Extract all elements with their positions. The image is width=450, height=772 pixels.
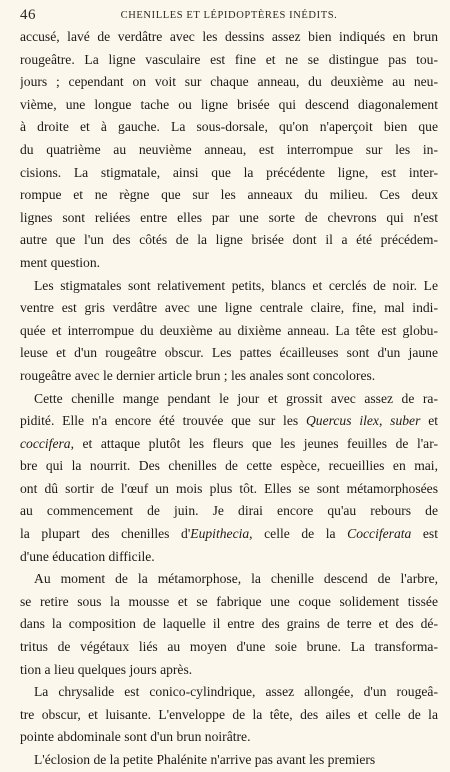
- text-fragment: est: [411, 526, 438, 542]
- text-line: tritus de végétaux liés au moyen d'une soie brune. La transforma-: [20, 639, 438, 655]
- text-fragment: ,: [378, 413, 391, 429]
- text-fragment: , et attaque plutôt les fleurs que les jeunes feuilles de l'ar-: [70, 435, 438, 451]
- text-line: accusé, lavé de verdâtre avec les dessins assez bien indiqués en brun: [20, 29, 438, 44]
- italic-species-name: Quercus ilex: [305, 413, 379, 429]
- paragraph: [20, 568, 438, 681]
- text-line: rougeâtre. La ligne vasculaire est fine et ne se distingue pas tou-: [20, 51, 438, 67]
- text-line: ont dû sortir de l'œuf un mois plus tôt. Elles se sont métamorphosées: [20, 480, 438, 496]
- text-line: cisions. La stigmatale, ainsi que la précédente ligne, est inter-: [20, 164, 438, 180]
- text-line: au commencement de juin. Je dirai encore qu'au rebours de: [20, 503, 438, 519]
- page-number: 46: [20, 7, 36, 23]
- running-head: [20, 6, 438, 26]
- text-line: [20, 523, 438, 546]
- paragraph: [20, 388, 438, 569]
- paragraph: [20, 681, 438, 749]
- italic-species-name: Cocciferata: [347, 526, 412, 542]
- text-line: [20, 410, 438, 433]
- running-title: CHENILLES ET LÉPIDOPTÈRES INÉDITS.: [120, 10, 338, 21]
- text-line: tre obscur, et luisante. L'enveloppe de la tête, des ailes et celle de la: [20, 706, 438, 722]
- body-text: [20, 26, 438, 772]
- text-line: vième, une longue tache ou ligne brisée qui descend diagonalement: [20, 96, 438, 112]
- text-line: L'éclosion de la petite Phalénite n'arrive pas avant les premiers: [34, 752, 376, 767]
- paragraph: [20, 275, 438, 388]
- text-line: rompue et ne règne que sur les anneaux du milieu. Ces deux: [20, 187, 438, 203]
- paragraph: [20, 26, 438, 275]
- text-line: autre que l'un des côtés de la ligne brisée dont il a été précédem-: [20, 232, 438, 248]
- text-line: quée et interrompue du deuxième au dixième anneau. La tête est globu-: [20, 322, 438, 338]
- text-line: à droite et à gauche. La sous-dorsale, qu'on n'aperçoit bien que: [20, 119, 438, 135]
- text-line: Les stigmatales sont relativement petits, blancs et cerclés de noir. Le: [34, 277, 438, 293]
- text-line: [20, 433, 438, 456]
- text-line: ventre est gris verdâtre avec une ligne centrale claire, fine, mal indi-: [20, 300, 438, 316]
- text-line: Au moment de la métamorphose, la chenille descend de l'arbre,: [34, 571, 438, 587]
- text-fragment: la plupart des chenilles d': [20, 526, 191, 542]
- text-line: La chrysalide est conico-cylindrique, assez allongée, d'un rougeâ-: [34, 684, 438, 700]
- text-line: ment question.: [20, 254, 101, 270]
- italic-species-name: coccifera: [20, 435, 71, 451]
- text-line: se retire sous la mousse et se fabrique une coque solidement tissée: [20, 593, 438, 609]
- paragraph: [20, 749, 438, 772]
- text-line: pointe abdominale sont d'un brun noirâtre.: [20, 729, 251, 745]
- italic-species-name: Eupithecia: [190, 526, 250, 542]
- text-line: du quatrième au neuvième anneau, est interrompue sur les in-: [20, 141, 438, 157]
- text-line: dans la composition de laquelle il entre des grains de terre et des dé-: [20, 616, 438, 632]
- text-line: lignes sont reliées entre elles par une sorte de chevrons qui n'est: [20, 209, 438, 225]
- text-fragment: pidité. Elle n'a encore été trouvée que sur les: [20, 413, 306, 429]
- text-line: tion a lieu quelques jours après.: [20, 661, 193, 677]
- italic-species-name: suber: [390, 413, 421, 429]
- text-line: jours ; cependant on voit sur chaque anneau, du deuxième au neu-: [20, 74, 438, 90]
- text-line: d'une éducation difficile.: [20, 548, 155, 564]
- text-line: Cette chenille mange pendant le jour et grossit avec assez de ra-: [34, 390, 438, 406]
- text-line: bre qui la nourrit. Des chenilles de cette espèce, recueillies en mai,: [20, 458, 438, 474]
- text-fragment: , celle de la: [249, 526, 348, 542]
- text-line: leuse et d'un rougeâtre obscur. Les pattes écailleuses sont d'un jaune: [20, 345, 438, 361]
- text-fragment: et: [420, 413, 438, 429]
- text-line: rougeâtre avec le dernier article brun ; les anales sont concolores.: [20, 367, 376, 383]
